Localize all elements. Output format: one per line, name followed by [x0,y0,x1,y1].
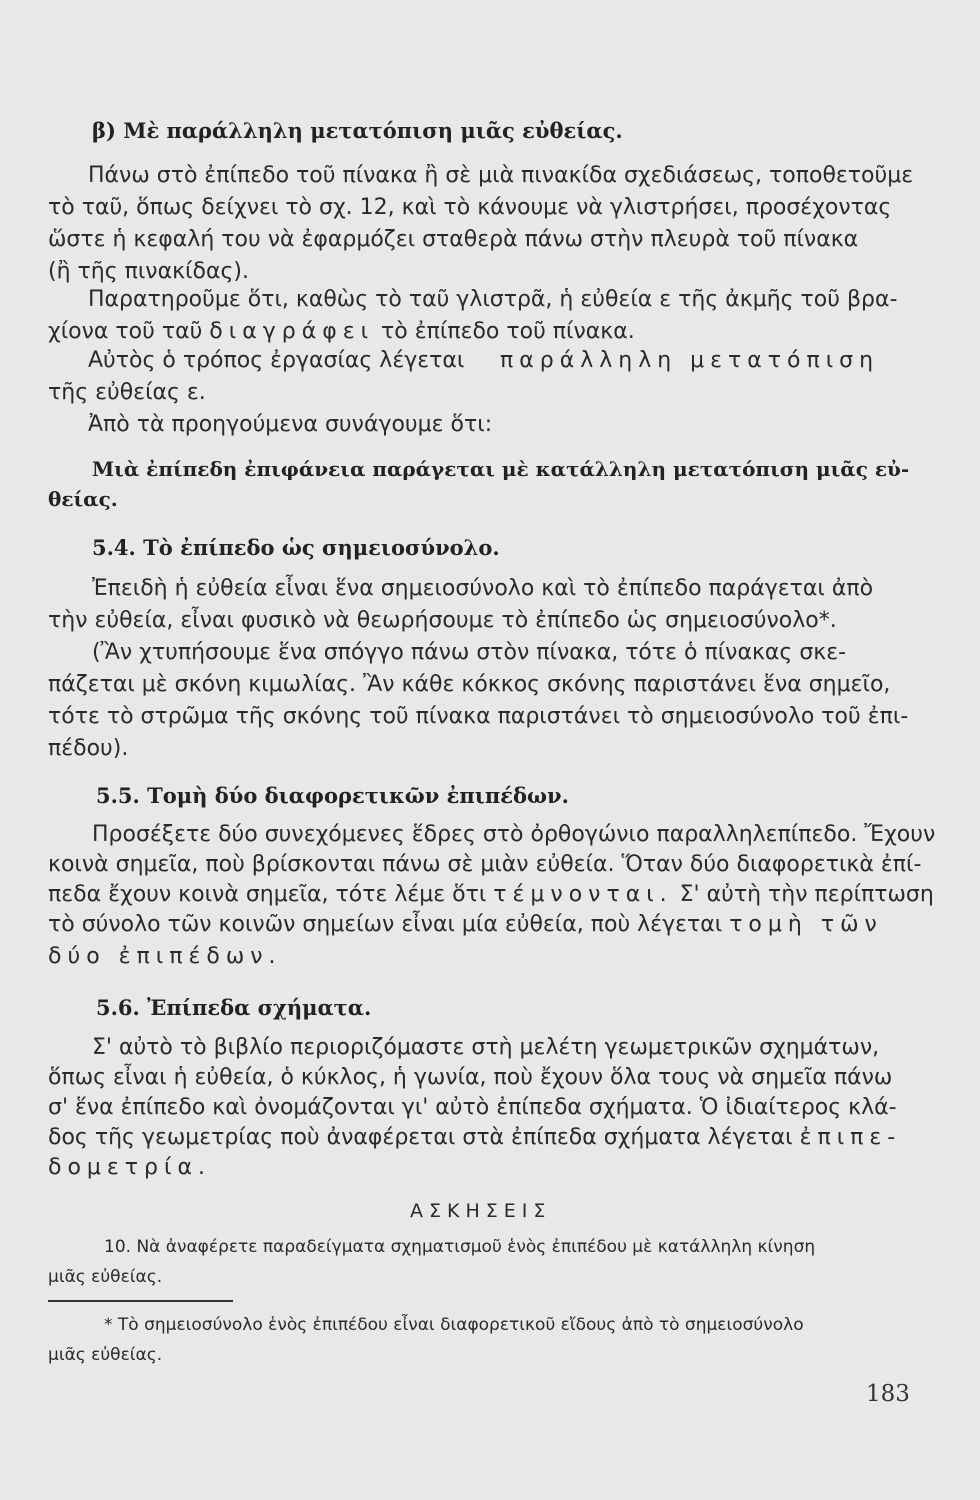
conclusion-line: Μιὰ ἐπίπεδη ἐπιφάνεια παράγεται μὲ κατάλληλη μετατόπιση μιᾶς εὐ- [92,457,910,481]
exercises-heading: ΑΣΚΗΣΕΙΣ [410,1200,552,1222]
spaced-term: διαγράφει [209,319,375,344]
paragraph-line: τῆς εὐθείας ε. [48,380,206,405]
text-span: πεδα ἔχουν κοινὰ σημεῖα, τότε λέμε ὅτι [48,882,494,907]
section-beta-title: β) Μὲ παράλληλη μετατόπιση μιᾶς εὐθείας. [92,118,623,143]
paragraph-line: Αὐτὸς ὁ τρόπος ἐργασίας λέγεται [88,348,465,373]
section-5-5-title: 5.5. Τομὴ δύο διαφορετικῶν ἐπιπέδων. [96,783,569,808]
spaced-term: δομετρία. [48,1155,211,1180]
footnote-rule [48,1300,233,1302]
paragraph-line: (ἢ τῆς πινακίδας). [48,259,249,284]
paragraph-line: τὸ ταῦ, ὅπως δείχνει τὸ σχ. 12, καὶ τὸ κάνουμε νὰ γλιστρήσει, προσέχοντας [48,195,892,220]
paragraph-line: Ἐπειδὴ ἡ εὐθεία εἶναι ἕνα σημειοσύνολο καὶ τὸ ἐπίπεδο παράγεται ἀπὸ [92,576,874,601]
exercise-item: μιᾶς εὐθείας. [48,1267,163,1287]
paragraph-line: Παρατηροῦμε ὅτι, καθὼς τὸ ταῦ γλιστρᾶ, ἡ εὐθεία ε τῆς ἀκμῆς τοῦ βρα- [88,287,898,312]
section-5-4-title: 5.4. Τὸ ἐπίπεδο ὡς σημειοσύνολο. [92,535,500,560]
paragraph-line: τότε τὸ στρῶμα τῆς σκόνης τοῦ πίνακα παριστάνει τὸ σημειοσύνολο τοῦ ἐπι- [48,704,909,729]
paragraph-line: κοινὰ σημεῖα, ποὺ βρίσκονται πάνω σὲ μιὰν εὐθεία. Ὅταν δύο διαφορετικὰ ἐπί- [48,852,922,877]
page-number: 183 [866,1381,910,1407]
spaced-term: τέμνονται. [493,882,673,907]
spaced-term: ἐπιπε- [799,1125,902,1150]
paragraph-line [48,1123,901,1153]
paragraph-line: πάζεται μὲ σκόνη κιμωλίας. Ἂν κάθε κόκκος σκόνης παριστάνει ἕνα σημεῖο, [48,672,891,697]
paragraph-line [48,910,883,940]
spaced-term: παράλληλη μετατόπιση [500,348,880,373]
spaced-term: τομὴ τῶν [729,912,883,937]
paragraph-line: ὥστε ἡ κεφαλή του νὰ ἐφαρμόζει σταθερὰ πάνω στὴν πλευρὰ τοῦ πίνακα [48,227,859,252]
footnote-line: μιᾶς εὐθείας. [48,1345,163,1365]
paragraph-line: Πάνω στὸ ἐπίπεδο τοῦ πίνακα ἢ σὲ μιὰ πινακίδα σχεδιάσεως, τοποθετοῦμε [88,163,914,188]
text-span: Σ' αὐτὴ τὴν περίπτωση [672,882,934,907]
paragraph-line: Προσέξετε δύο συνεχόμενες ἕδρες στὸ ὀρθογώνιο παραλληλεπίπεδο. Ἔχουν [92,822,936,847]
paragraph-line: Ἀπὸ τὰ προηγούμενα συνάγουμε ὅτι: [88,412,493,437]
paragraph-line [48,317,635,347]
section-5-6-title: 5.6. Ἐπίπεδα σχήματα. [96,995,372,1020]
paragraph-line: πέδου). [48,736,129,761]
paragraph-line: σ' ἕνα ἐπίπεδο καὶ ὀνομάζονται γι' αὐτὸ ἐπίπεδα σχήματα. Ὁ ἰδιαίτερος κλά- [48,1095,897,1120]
text-span: τὸ σύνολο τῶν κοινῶν σημείων εἶναι μία εὐθεία, ποὺ λέγεται [48,912,730,937]
text-span: δος τῆς γεωμετρίας ποὺ ἀναφέρεται στὰ ἐπίπεδα σχήματα λέγεται [48,1125,800,1150]
text-span: τὸ ἐπίπεδο τοῦ πίνακα. [374,319,635,344]
paragraph-line: Σ' αὐτὸ τὸ βιβλίο περιοριζόμαστε στὴ μελέτη γεωμετρικῶν σχημάτων, [92,1035,880,1060]
paragraph-line [48,880,934,910]
exercise-item: 10. Νὰ ἀναφέρετε παραδείγματα σχηματισμοῦ ἑνὸς ἐπιπέδου μὲ κατάλληλη κίνηση [104,1237,816,1257]
text-span: χίονα τοῦ ταῦ [48,319,210,344]
paragraph-line: ὅπως εἶναι ἡ εὐθεία, ὁ κύκλος, ἡ γωνία, ποὺ ἔχουν ὅλα τους νὰ σημεῖα πάνω [48,1065,893,1090]
spaced-term: δύο ἐπιπέδων. [48,944,282,969]
conclusion-line: θείας. [48,487,118,511]
footnote-line: * Τὸ σημειοσύνολο ἑνὸς ἐπιπέδου εἶναι διαφορετικοῦ εἴδους ἀπὸ τὸ σημειοσύνολο [104,1315,804,1335]
paragraph-line: τὴν εὐθεία, εἶναι φυσικὸ νὰ θεωρήσουμε τὸ ἐπίπεδο ὡς σημειοσύνολο*. [48,608,837,633]
paragraph-line: (Ἂν χτυπήσουμε ἕνα σπόγγο πάνω στὸν πίνακα, τότε ὁ πίνακας σκε- [92,640,847,665]
